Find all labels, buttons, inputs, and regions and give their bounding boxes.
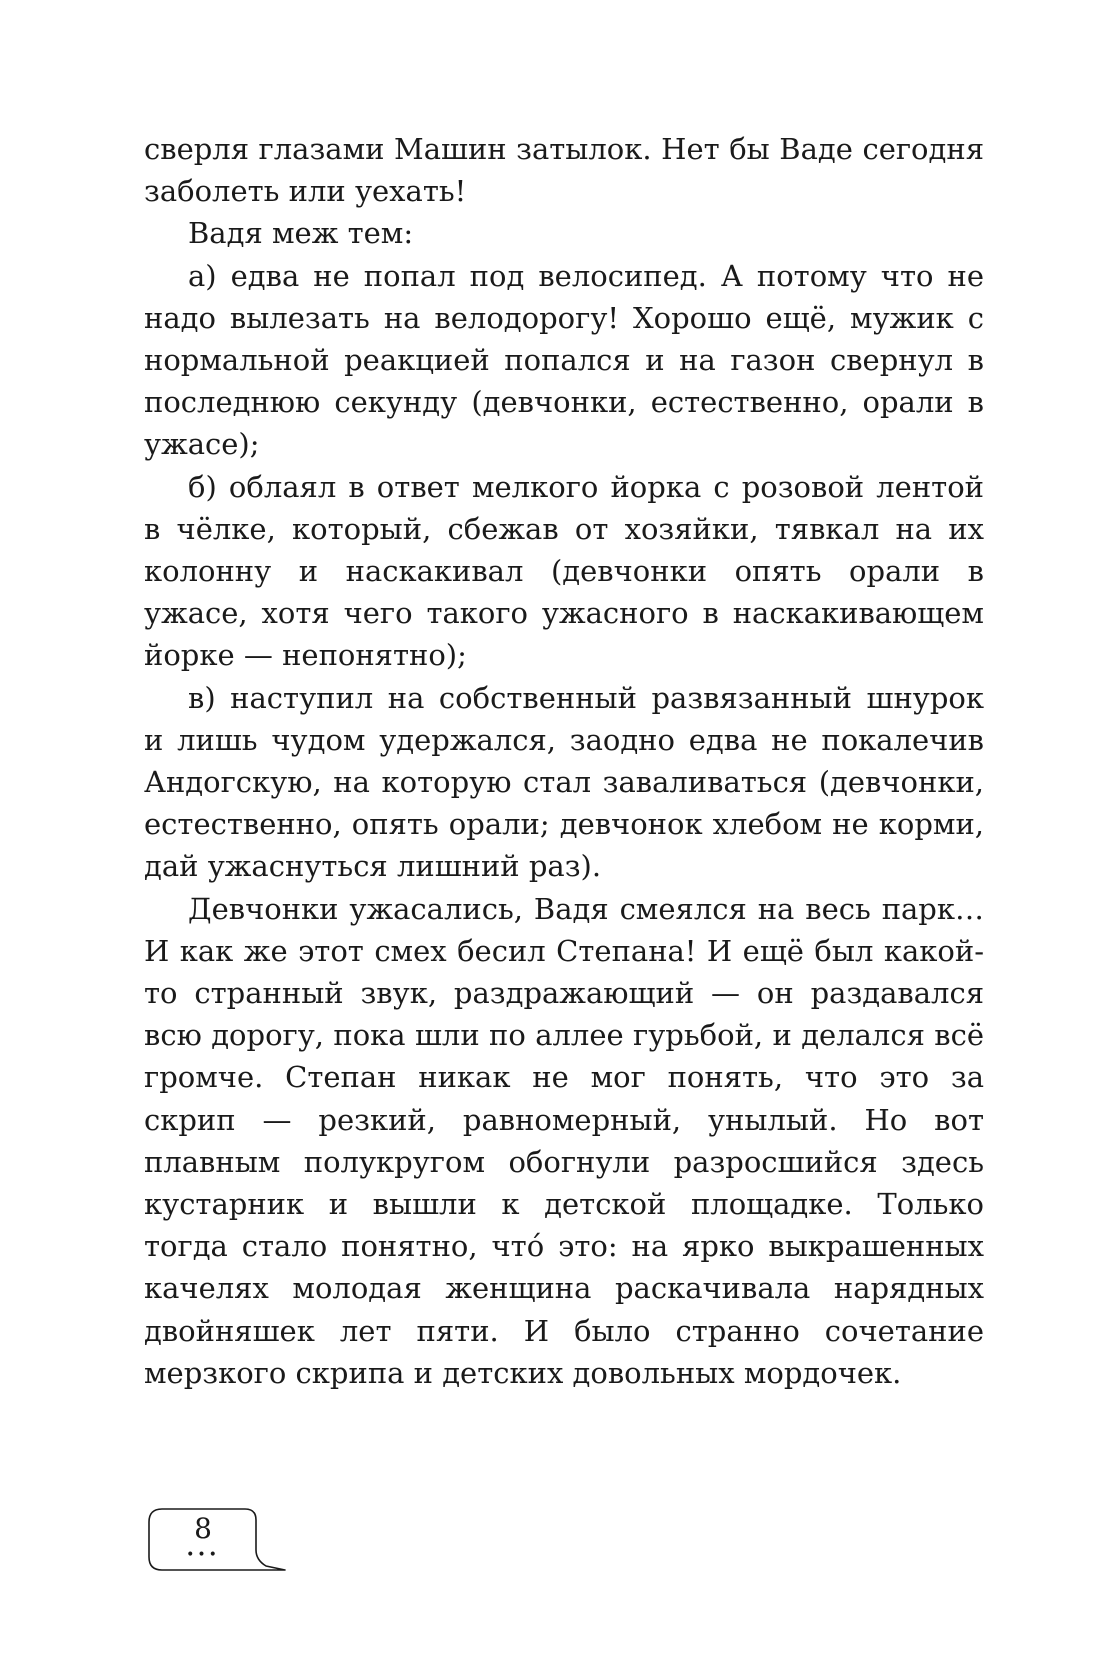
paragraph: Вадя меж тем: [188,216,414,251]
page-number: 8 [194,1512,212,1545]
paragraph-list-item-c: в) наступил на собственный развязанный шнурок и лишь чудом удержался, заодно едва не покалечив Андогскую, на которую стал заваливаться (девчонки, естественно, опять орали; девчонок хлебом не корми, дай ужаснуться лишний раз). [144,680,984,884]
paragraph-continuation: сверля глазами Машин затылок. Нет бы Ваде сегодня заболеть или уехать! [144,132,984,209]
paragraph-list-item-b: б) облаял в ответ мелкого йорка с розовой лентой в чёлке, который, сбежав от хозяйки, тявкал на их колонну и наскакивал (девчонки опять орали в ужасе, хотя чего такого ужасного в наскакивающем йорке — непонятно); [144,469,984,673]
paragraph: Девчонки ужасались, Вадя смеялся на весь парк… И как же этот смех бесил Степана! И ещё был какой-то странный звук, раздражающий — он раздавался всю дорогу, пока шли по аллее гурьбой, и делался всё громче. Степан никак не мог понять, что это за скрип — резкий, равномерный, унылый. Но вот плавным полукругом обогнули разросшийся здесь кустарник и вышли к детской площадке. Только тогда стало понятно, что́ это: на ярко выкрашенных качелях молодая женщина раскачивала нарядных двойняшек лет пяти. И было странно сочетание мерзкого скрипа и детских довольных мордочек. [144,891,984,1390]
paragraph-list-item-a: а) едва не попал под велосипед. А потому что не надо вылезать на велодорогу! Хорошо ещё, мужик с нормальной реакцией попался и на газон свернул в последнюю секунду (девчонки, естественно, орали в ужасе); [144,258,984,462]
page-body-text [144,128,984,1394]
ellipsis-dots-icon: ••• [186,1547,220,1563]
page-number-badge [148,1508,286,1572]
